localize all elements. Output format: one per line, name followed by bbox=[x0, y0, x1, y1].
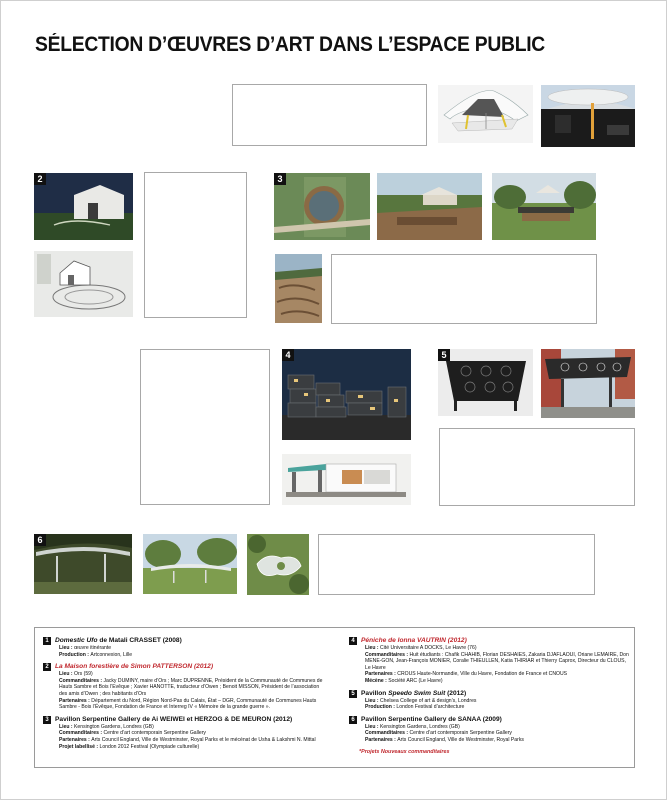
legend-footnote: *Projets Nouveaux commanditaires bbox=[359, 748, 450, 755]
legend-detail-key: Lieu : bbox=[365, 697, 380, 704]
legend-detail-line bbox=[349, 737, 631, 744]
legend-number-badge: 5 bbox=[349, 690, 357, 698]
legend-detail-line bbox=[43, 671, 325, 678]
legend-entry-4 bbox=[349, 637, 631, 685]
legend-detail-value: Département du Nord, Région Nord-Pas du Calais, État – DGR, Communauté de Communes Hauts Sambre - Bois l’Évêque, Fondation de France et Interreg IV « Mémoire de la grande guerre ». bbox=[59, 697, 317, 711]
legend-entry-6 bbox=[349, 716, 631, 744]
legend-detail-value: CROUS Haute-Normandie, Ville du Havre, Fondation de France et CNOUS bbox=[397, 671, 568, 678]
legend-detail-key: Lieu : bbox=[59, 723, 74, 730]
section-number-2: 2 bbox=[34, 173, 46, 185]
legend-detail-key: Production : bbox=[365, 704, 397, 711]
legend-detail-key: Commanditaires : bbox=[365, 651, 410, 658]
legend-title-part: Pavillon Serpentine Gallery de SANAA (2009) bbox=[361, 715, 502, 723]
legend-detail-line bbox=[43, 730, 325, 737]
section-number-5: 5 bbox=[438, 349, 450, 361]
legend-detail-key: Commanditaires : bbox=[59, 730, 104, 737]
speedo-pavillon-photo-2 bbox=[541, 349, 635, 418]
legend-title-text bbox=[361, 690, 466, 698]
peniche-photo-2 bbox=[282, 454, 411, 505]
legend-detail-value: Artconnexion, Lille bbox=[90, 651, 133, 658]
legend-title-text bbox=[361, 716, 502, 724]
legend-entry-title bbox=[43, 716, 325, 724]
serpentine-2009-photo-1 bbox=[34, 534, 132, 594]
section-number-6: 6 bbox=[34, 534, 46, 546]
legend-panel bbox=[34, 627, 635, 768]
legend-detail-value: Centre d’art contemporain Serpentine Gallery bbox=[409, 730, 512, 737]
serpentine-2009-photo-2 bbox=[143, 534, 237, 594]
maison-forestiere-photo-2 bbox=[34, 251, 133, 317]
legend-title-text bbox=[55, 637, 182, 645]
legend-detail-line bbox=[43, 724, 325, 731]
legend-detail-line bbox=[43, 645, 325, 652]
legend-detail-line bbox=[43, 698, 325, 711]
legend-detail-line bbox=[43, 744, 325, 751]
legend-detail-value: Arts Council England, Ville de Westminster, Royal Parks bbox=[397, 736, 524, 743]
legend-detail-value: Cité Universitaire A DOCKS, Le Havre (76) bbox=[380, 645, 477, 651]
legend-title-text bbox=[55, 716, 292, 724]
caption-box-3 bbox=[331, 254, 597, 324]
legend-detail-key: Commanditaires : bbox=[59, 677, 104, 684]
legend-title-part: de Matali CRASSET (2008) bbox=[97, 637, 182, 644]
peniche-photo-1 bbox=[282, 349, 411, 440]
legend-entry-1 bbox=[43, 637, 325, 658]
legend-detail-value: Huit étudiants : Chafik CHAHIB, Florian DESHAIES, Zakaria DJAFLAOUI, Oriane LEMAIRE, Don MENE-GON, Jean-François MONIER, Coralie THIEULLEN, Katia THIRIAR et Thierry Caprox, Directeur du CLOUS, Le Havre bbox=[365, 651, 629, 671]
caption-box-1 bbox=[232, 84, 427, 146]
legend-detail-key: Mécène : bbox=[365, 677, 389, 684]
legend-entry-3 bbox=[43, 716, 325, 750]
legend-detail-line bbox=[349, 678, 631, 685]
section-number-3: 3 bbox=[274, 173, 286, 185]
legend-title-italic: Speedo Swim Suit bbox=[388, 689, 446, 697]
legend-detail-value: Société ARC (Le Havre) bbox=[388, 677, 443, 684]
legend-detail-key: Lieu : bbox=[59, 671, 74, 678]
legend-detail-value: Jacky DUMINY, maire d’Ors ; Marc DUPRENNE, Président de la Communauté de Communes de Hauts Sambre et Bois l’Evêque ; Xavier HANOTTE, traducteur d’Owen ; Benoit MISSON, Président de l’association des amis d’Owen ; des habitants d’Ors bbox=[59, 677, 323, 697]
legend-detail-key: Projet labellisé : bbox=[59, 743, 100, 750]
legend-detail-key: Lieu : bbox=[59, 645, 74, 651]
legend-detail-line bbox=[349, 730, 631, 737]
legend-detail-key: Lieu : bbox=[365, 723, 380, 730]
caption-box-4 bbox=[140, 349, 270, 505]
serpentine-2012-photo-4 bbox=[275, 254, 322, 323]
legend-number-badge: 4 bbox=[349, 637, 357, 645]
legend-detail-value: Kensington Gardens, Londres (GB) bbox=[380, 723, 460, 730]
legend-detail-key: Lieu : bbox=[365, 645, 380, 651]
legend-detail-line bbox=[349, 645, 631, 652]
legend-detail-value: Arts Council England, Ville de Westminster, Royal Parks et le mécénat de Usha & Lakshmi N. Mittal bbox=[91, 736, 316, 743]
legend-title-text bbox=[55, 663, 213, 671]
domestic-ufo-photo-2 bbox=[541, 85, 635, 147]
section-number-4: 4 bbox=[282, 349, 294, 361]
serpentine-2012-photo-2 bbox=[377, 173, 482, 240]
legend-entry-2 bbox=[43, 663, 325, 711]
page-title: SÉLECTION D’ŒUVRES D’ART DANS L’ESPACE PUBLIC bbox=[35, 33, 545, 56]
legend-detail-line bbox=[349, 704, 631, 711]
legend-title-part: Pavillon Serpentine Gallery de Ai WEIWEI et HERZOG & DE MEURON (2012) bbox=[55, 715, 293, 723]
legend-detail-line bbox=[349, 671, 631, 678]
legend-column-left bbox=[43, 637, 325, 755]
legend-detail-key: Partenaires : bbox=[365, 671, 398, 678]
serpentine-2009-photo-3 bbox=[247, 534, 309, 595]
legend-column-right bbox=[349, 637, 631, 755]
legend-entry-title bbox=[349, 690, 631, 698]
legend-number-badge: 6 bbox=[349, 716, 357, 724]
legend-detail-value: Ors (59) bbox=[74, 671, 93, 678]
legend-detail-value: Chelsea College of art & design’s, Londres bbox=[380, 697, 477, 704]
legend-entry-title bbox=[43, 663, 325, 671]
domestic-ufo-photo-1 bbox=[438, 85, 533, 143]
legend-title-part: (2012) bbox=[445, 689, 467, 697]
legend-number-badge: 1 bbox=[43, 637, 51, 645]
legend-number-badge: 3 bbox=[43, 716, 51, 724]
legend-detail-key: Partenaires : bbox=[59, 697, 92, 704]
legend-title-italic: Domestic Ufo bbox=[55, 637, 98, 644]
legend-entry-title bbox=[349, 716, 631, 724]
legend-detail-line bbox=[349, 652, 631, 672]
legend-detail-key: Partenaires : bbox=[59, 736, 92, 743]
legend-detail-key: Production : bbox=[59, 651, 91, 658]
legend-entry-title bbox=[43, 637, 325, 645]
legend-title-red: La Maison forestière de Simon PATTERSON (2012) bbox=[55, 663, 214, 671]
legend-title-text bbox=[361, 637, 467, 645]
legend-detail-line bbox=[349, 698, 631, 705]
legend-detail-line bbox=[43, 652, 325, 659]
legend-number-badge: 2 bbox=[43, 663, 51, 671]
legend-detail-value: œuvre itinérante bbox=[74, 645, 112, 651]
legend-entry-title bbox=[349, 637, 631, 645]
legend-title-part: Pavillon bbox=[361, 689, 389, 697]
serpentine-2012-photo-1 bbox=[274, 173, 370, 240]
legend-detail-key: Commanditaires : bbox=[365, 730, 410, 737]
legend-title-red: Péniche de Ionna VAUTRIN (2012) bbox=[361, 637, 467, 644]
legend-detail-line bbox=[43, 737, 325, 744]
speedo-pavillon-photo-1 bbox=[438, 349, 533, 416]
legend-detail-value: Kensington Gardens, Londres (GB) bbox=[74, 723, 154, 730]
caption-box-6 bbox=[318, 534, 595, 595]
legend-detail-key: Partenaires : bbox=[365, 736, 398, 743]
maison-forestiere-photo-1 bbox=[34, 173, 133, 240]
legend-detail-value: London 2012 Festival (Olympiade culturelle) bbox=[99, 743, 200, 750]
legend-detail-value: Centre d’art contemporain Serpentine Gallery bbox=[103, 730, 206, 737]
legend-detail-line bbox=[349, 724, 631, 731]
legend-detail-line bbox=[43, 678, 325, 698]
legend-entry-5 bbox=[349, 690, 631, 711]
legend-detail-value: London Festival d’architecture bbox=[396, 704, 465, 711]
serpentine-2012-photo-3 bbox=[492, 173, 596, 240]
caption-box-2 bbox=[144, 172, 247, 318]
caption-box-5 bbox=[439, 428, 635, 506]
